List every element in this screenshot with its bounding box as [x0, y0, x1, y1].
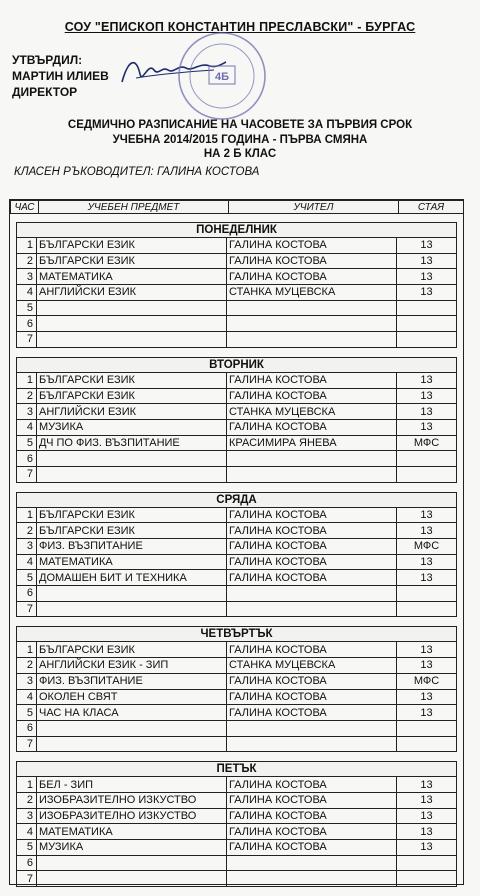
lesson-teacher: ГАЛИНА КОСТОВА: [227, 824, 397, 840]
lesson-subject: [37, 586, 227, 602]
lesson-number: 6: [17, 586, 37, 602]
lesson-number: 3: [17, 269, 37, 285]
lesson-teacher: ГАЛИНА КОСТОВА: [227, 808, 397, 824]
lesson-teacher: ГАЛИНА КОСТОВА: [227, 570, 397, 586]
lesson-number: 5: [17, 570, 37, 586]
lesson-subject: БЪЛГАРСКИ ЕЗИК: [37, 238, 227, 254]
lesson-room: 13: [397, 507, 457, 523]
lesson-subject: МАТЕМАТИКА: [37, 554, 227, 570]
table-row: [17, 824, 457, 840]
day-table: [16, 761, 457, 887]
lesson-subject: ФИЗ. ВЪЗПИТАНИЕ: [37, 539, 227, 555]
lesson-teacher: ГАЛИНА КОСТОВА: [227, 554, 397, 570]
school-name: СОУ "ЕПИСКОП КОНСТАНТИН ПРЕСЛАВСКИ" - БУРГАС: [64, 20, 416, 34]
lesson-subject: ДОМАШЕН БИТ И ТЕХНИКА: [37, 570, 227, 586]
lesson-number: 4: [17, 824, 37, 840]
day-table: [16, 222, 457, 348]
lesson-number: 3: [17, 404, 37, 420]
lesson-teacher: СТАНКА МУЦЕВСКА: [227, 285, 397, 301]
lesson-teacher: ГАЛИНА КОСТОВА: [227, 523, 397, 539]
table-row: [17, 658, 457, 674]
table-row: [17, 372, 457, 388]
schedule-titles: [0, 118, 480, 162]
day-table: [16, 357, 457, 483]
lesson-number: 5: [17, 705, 37, 721]
lesson-subject: ЧАС НА КЛАСА: [37, 705, 227, 721]
lesson-teacher: [227, 720, 397, 736]
lesson-subject: БЪЛГАРСКИ ЕЗИК: [37, 642, 227, 658]
table-row: [17, 300, 457, 316]
lesson-subject: АНГЛИЙСКИ ЕЗИК: [37, 285, 227, 301]
table-row: [17, 316, 457, 332]
lesson-teacher: ГАЛИНА КОСТОВА: [227, 792, 397, 808]
lesson-teacher: ГАЛИНА КОСТОВА: [227, 673, 397, 689]
lesson-number: 5: [17, 435, 37, 451]
lesson-number: 3: [17, 808, 37, 824]
table-row: [17, 642, 457, 658]
lesson-subject: БЪЛГАРСКИ ЕЗИК: [37, 253, 227, 269]
day-table: [16, 492, 457, 618]
lesson-number: 3: [17, 673, 37, 689]
lesson-number: 1: [17, 642, 37, 658]
approval-block: [12, 52, 109, 100]
lesson-teacher: ГАЛИНА КОСТОВА: [227, 419, 397, 435]
lesson-room: 13: [397, 253, 457, 269]
lesson-teacher: [227, 332, 397, 348]
table-row: [17, 404, 457, 420]
table-row: [17, 419, 457, 435]
table-row: [17, 554, 457, 570]
lesson-room: [397, 871, 457, 887]
lesson-number: 2: [17, 253, 37, 269]
lesson-number: 4: [17, 285, 37, 301]
column-header-teacher: УЧИТЕЛ: [229, 201, 399, 214]
lesson-subject: [37, 451, 227, 467]
title-line-3: НА 2 Б КЛАС: [203, 148, 277, 160]
lesson-number: 7: [17, 601, 37, 617]
lesson-teacher: [227, 300, 397, 316]
table-row: [17, 689, 457, 705]
lesson-number: 7: [17, 466, 37, 482]
lesson-number: 2: [17, 388, 37, 404]
lesson-number: 4: [17, 689, 37, 705]
lesson-room: 13: [397, 285, 457, 301]
lesson-teacher: ГАЛИНА КОСТОВА: [227, 705, 397, 721]
table-row: [17, 871, 457, 887]
lesson-room: 13: [397, 388, 457, 404]
lesson-room: 13: [397, 808, 457, 824]
table-row: [17, 253, 457, 269]
lesson-subject: МАТЕМАТИКА: [37, 269, 227, 285]
approved-label: УТВЪРДИЛ:: [12, 53, 83, 67]
lesson-subject: [37, 871, 227, 887]
lesson-number: 1: [17, 238, 37, 254]
title-line-1: СЕДМИЧНО РАЗПИСАНИЕ НА ЧАСОВЕТЕ ЗА ПЪРВИЯ СРОК: [67, 119, 413, 131]
lesson-subject: МУЗИКА: [37, 840, 227, 856]
lesson-room: [397, 736, 457, 752]
table-row: [17, 808, 457, 824]
lesson-room: 13: [397, 404, 457, 420]
lesson-number: 1: [17, 777, 37, 793]
table-row: [17, 586, 457, 602]
lesson-room: 13: [397, 705, 457, 721]
lesson-number: 4: [17, 554, 37, 570]
lesson-subject: [37, 855, 227, 871]
lesson-subject: ИЗОБРАЗИТЕЛНО ИЗКУСТВО: [37, 808, 227, 824]
lesson-room: 13: [397, 777, 457, 793]
lesson-room: 13: [397, 570, 457, 586]
table-row: [17, 736, 457, 752]
lesson-subject: БЪЛГАРСКИ ЕЗИК: [37, 523, 227, 539]
lesson-subject: ИЗОБРАЗИТЕЛНО ИЗКУСТВО: [37, 792, 227, 808]
lesson-room: 13: [397, 269, 457, 285]
lesson-room: 13: [397, 792, 457, 808]
lesson-room: [397, 451, 457, 467]
stamp-center-text: 4Б: [214, 71, 230, 83]
lesson-subject: ДЧ ПО ФИЗ. ВЪЗПИТАНИЕ: [37, 435, 227, 451]
days-container: [16, 222, 457, 887]
lesson-teacher: ГАЛИНА КОСТОВА: [227, 777, 397, 793]
lesson-number: 6: [17, 720, 37, 736]
lesson-teacher: [227, 855, 397, 871]
table-row: [17, 840, 457, 856]
lesson-subject: МАТЕМАТИКА: [37, 824, 227, 840]
lesson-subject: БЪЛГАРСКИ ЕЗИК: [37, 507, 227, 523]
lesson-subject: [37, 316, 227, 332]
lesson-teacher: ГАЛИНА КОСТОВА: [227, 642, 397, 658]
lesson-subject: АНГЛИЙСКИ ЕЗИК - ЗИП: [37, 658, 227, 674]
table-row: [17, 705, 457, 721]
director-title: ДИРЕКТОР: [12, 85, 78, 99]
lesson-number: 3: [17, 539, 37, 555]
schedule-table: [9, 199, 464, 885]
lesson-subject: ФИЗ. ВЪЗПИТАНИЕ: [37, 673, 227, 689]
lesson-room: [397, 601, 457, 617]
lesson-number: 2: [17, 658, 37, 674]
table-row: [17, 285, 457, 301]
table-row: [17, 238, 457, 254]
lesson-room: [397, 586, 457, 602]
lesson-teacher: ГАЛИНА КОСТОВА: [227, 507, 397, 523]
table-row: [17, 435, 457, 451]
table-row: [17, 523, 457, 539]
day-name: ПЕТЪК: [17, 762, 457, 777]
lesson-teacher: ГАЛИНА КОСТОВА: [227, 269, 397, 285]
lesson-subject: БЪЛГАРСКИ ЕЗИК: [37, 388, 227, 404]
lesson-number: 2: [17, 523, 37, 539]
lesson-number: 2: [17, 792, 37, 808]
lesson-teacher: ГАЛИНА КОСТОВА: [227, 238, 397, 254]
lesson-subject: [37, 736, 227, 752]
lesson-teacher: СТАНКА МУЦЕВСКА: [227, 658, 397, 674]
day-table: [16, 626, 457, 752]
lesson-teacher: [227, 316, 397, 332]
column-header-num: ЧАС: [11, 201, 39, 214]
table-row: [17, 673, 457, 689]
lesson-room: МФС: [397, 673, 457, 689]
lesson-number: 7: [17, 332, 37, 348]
lesson-teacher: ГАЛИНА КОСТОВА: [227, 840, 397, 856]
lesson-teacher: [227, 736, 397, 752]
lesson-room: 13: [397, 824, 457, 840]
lesson-room: 13: [397, 658, 457, 674]
table-row: [17, 720, 457, 736]
lesson-teacher: СТАНКА МУЦЕВСКА: [227, 404, 397, 420]
lesson-room: [397, 316, 457, 332]
lesson-room: 13: [397, 642, 457, 658]
lesson-teacher: [227, 466, 397, 482]
lesson-teacher: ГАЛИНА КОСТОВА: [227, 388, 397, 404]
lesson-subject: БЪЛГАРСКИ ЕЗИК: [37, 372, 227, 388]
table-row: [17, 777, 457, 793]
lesson-number: 5: [17, 840, 37, 856]
lesson-teacher: [227, 601, 397, 617]
school-stamp: [176, 30, 268, 122]
lesson-subject: [37, 720, 227, 736]
lesson-teacher: [227, 451, 397, 467]
lesson-room: [397, 466, 457, 482]
schedule-header: [10, 200, 464, 214]
lesson-subject: [37, 300, 227, 316]
column-header-room: СТАЯ: [399, 201, 464, 214]
day-name: ПОНЕДЕЛНИК: [17, 223, 457, 238]
lesson-number: 6: [17, 316, 37, 332]
lesson-teacher: [227, 586, 397, 602]
lesson-room: МФС: [397, 539, 457, 555]
column-header-subject: УЧЕБЕН ПРЕДМЕТ: [39, 201, 229, 214]
table-row: [17, 539, 457, 555]
lesson-number: 4: [17, 419, 37, 435]
lesson-teacher: КРАСИМИРА ЯНЕВА: [227, 435, 397, 451]
lesson-subject: [37, 332, 227, 348]
lesson-room: 13: [397, 372, 457, 388]
table-row: [17, 332, 457, 348]
lesson-number: 1: [17, 372, 37, 388]
lesson-teacher: ГАЛИНА КОСТОВА: [227, 689, 397, 705]
lesson-room: [397, 300, 457, 316]
table-row: [17, 269, 457, 285]
class-teacher: КЛАСЕН РЪКОВОДИТЕЛ: ГАЛИНА КОСТОВА: [14, 166, 260, 178]
lesson-room: [397, 855, 457, 871]
lesson-room: МФС: [397, 435, 457, 451]
table-row: [17, 466, 457, 482]
lesson-number: 7: [17, 871, 37, 887]
lesson-subject: ОКОЛЕН СВЯТ: [37, 689, 227, 705]
lesson-room: 13: [397, 419, 457, 435]
table-row: [17, 570, 457, 586]
lesson-subject: АНГЛИЙСКИ ЕЗИК: [37, 404, 227, 420]
lesson-number: 7: [17, 736, 37, 752]
table-row: [17, 388, 457, 404]
lesson-teacher: ГАЛИНА КОСТОВА: [227, 372, 397, 388]
lesson-subject: МУЗИКА: [37, 419, 227, 435]
lesson-teacher: ГАЛИНА КОСТОВА: [227, 253, 397, 269]
lesson-subject: [37, 466, 227, 482]
lesson-room: 13: [397, 523, 457, 539]
lesson-room: 13: [397, 238, 457, 254]
director-name: МАРТИН ИЛИЕВ: [12, 69, 109, 83]
lesson-teacher: [227, 871, 397, 887]
lesson-number: 1: [17, 507, 37, 523]
lesson-room: [397, 332, 457, 348]
lesson-room: 13: [397, 840, 457, 856]
lesson-subject: БЕЛ - ЗИП: [37, 777, 227, 793]
lesson-subject: [37, 601, 227, 617]
table-row: [17, 792, 457, 808]
lesson-number: 6: [17, 451, 37, 467]
day-name: ВТОРНИК: [17, 357, 457, 372]
table-row: [17, 451, 457, 467]
title-line-2: УЧЕБНА 2014/2015 ГОДИНА - ПЪРВА СМЯНА: [112, 133, 368, 146]
lesson-room: 13: [397, 554, 457, 570]
table-row: [17, 507, 457, 523]
day-name: ЧЕТВЪРТЪК: [17, 627, 457, 642]
table-row: [17, 855, 457, 871]
lesson-teacher: ГАЛИНА КОСТОВА: [227, 539, 397, 555]
table-row: [17, 601, 457, 617]
lesson-number: 5: [17, 300, 37, 316]
lesson-number: 6: [17, 855, 37, 871]
lesson-room: 13: [397, 689, 457, 705]
day-name: СРЯДА: [17, 492, 457, 507]
lesson-room: [397, 720, 457, 736]
